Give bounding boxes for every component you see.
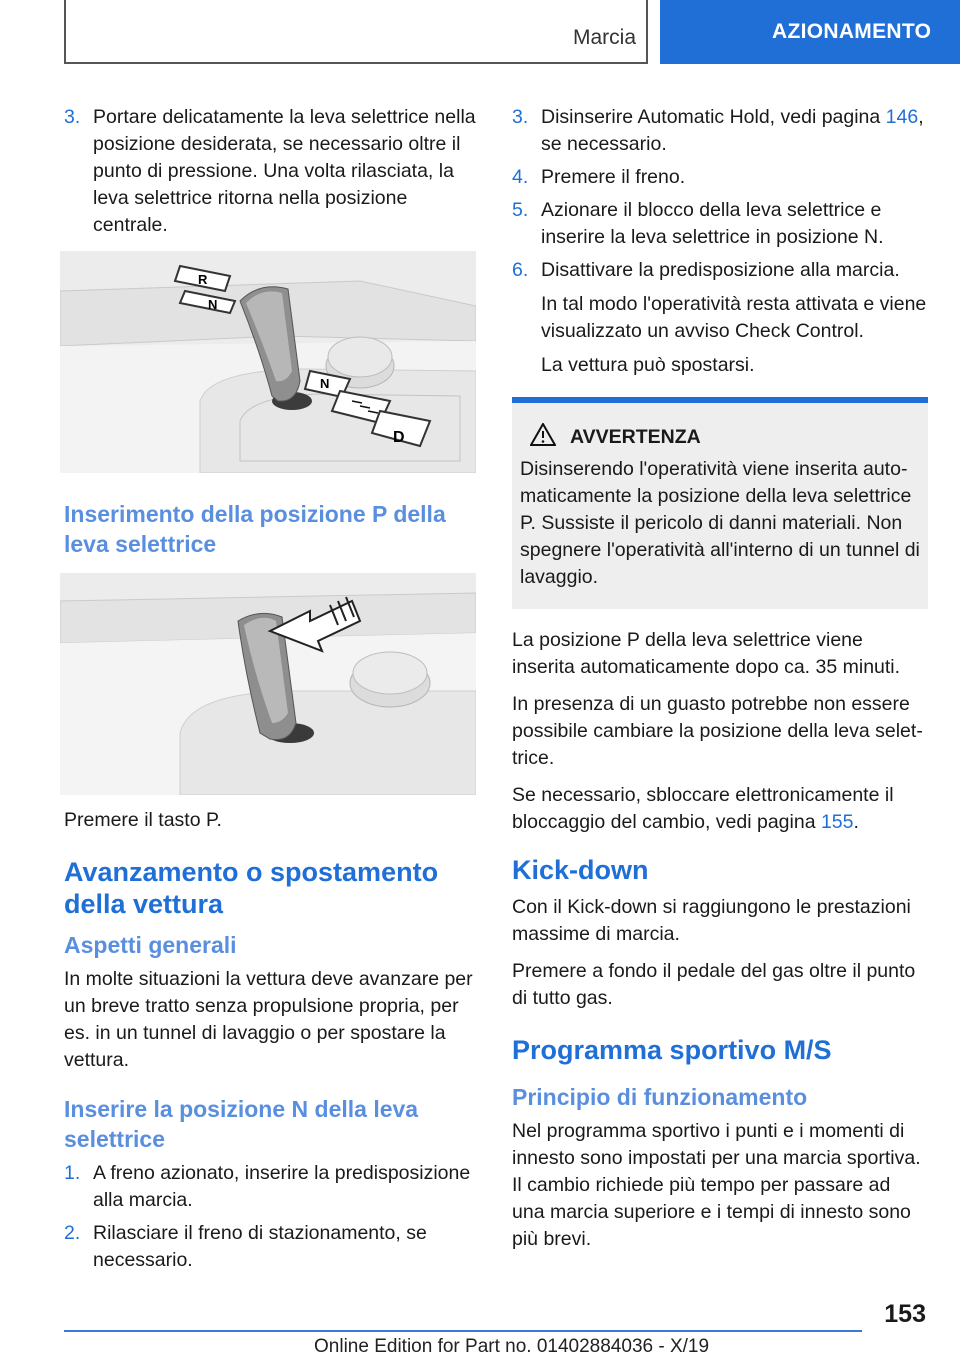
step-number: 5. [512,199,529,221]
step-text: Disinserire Automatic Hold, vedi pagina [541,106,886,128]
auto-p-text: La posizione P della leva selettrice viene inserita automaticamente dopo ca. 35 minuti. [512,629,901,678]
heading-insert-n: Inserire la posizione N della leva selettrice [64,1096,419,1152]
heading-kickdown: Kick-down [512,855,649,885]
step-text-after: , se necessario. [541,106,924,155]
heading-move-vehicle: Avanzamento o spostamento della vettura [64,857,439,919]
unlock-text [512,782,928,836]
warning-title-text: AVVERTENZA [570,426,701,448]
page-link-146[interactable]: 146 [885,106,919,128]
step-text: A freno azionato, inserire la predisposizione alla marcia. [93,1162,471,1211]
label-n-top: N [208,297,218,312]
step-text: Azionare il blocco della leva selettrice e inserire la leva selettrice in posizione N. [541,199,884,248]
step-number: 3. [512,106,529,128]
warning-title [520,423,920,452]
left-column [64,104,480,1280]
label-d: D [393,429,405,446]
press-p-text: Premere il tasto P. [64,809,222,831]
step-number: 1. [64,1162,81,1184]
heading-sport-program: Programma sportivo M/S [512,1035,832,1065]
list-item [64,1160,480,1214]
list-item [512,257,928,379]
step-subtext: In tal modo l'operatività resta attivata e viene visualizzato un avviso Check Control. [541,293,927,342]
step-text: Disattivare la predisposizione alla marcia. [541,259,900,281]
heading-general: Aspetti generali [64,932,237,958]
gear-lever-figure-shift [60,251,476,473]
label-n-bottom: N [320,376,330,391]
list-item [64,1220,480,1274]
page-number: 153 [884,1300,926,1328]
kickdown-text-2: Premere a fondo il pedale del gas oltre il punto di tutto gas. [512,960,916,1009]
page-link-155[interactable]: 155 [820,811,854,833]
warning-text: Disinserendo l'operatività viene inserita automaticamente la posizione della leva selettrice P. Sussiste il pericolo di danni materiali. Non spegnere l'operatività all'interno di un tunnel di lavaggio. [520,458,920,588]
header-box [64,0,648,64]
header-chapter-tab[interactable]: AZIONAMENTO [660,0,960,64]
unlock-text-after: . [853,811,859,833]
step-list-right [512,104,928,379]
step-text: Portare delicatamente la leva selettrice nella posizione desiderata, se necessario oltre il punto di pressione. Una volta rilasciata, la leva selettrice ritorna nella posizione centrale. [93,106,476,236]
list-item [64,104,480,239]
heading-insert-p: Inserimento della posizione P della leva selettrice [64,501,446,557]
list-item [512,197,928,251]
list-item [512,164,928,191]
right-column [512,104,928,1263]
step-number: 3. [64,106,81,128]
step-number: 6. [512,259,529,281]
heading-principle: Principio di funzionamento [512,1084,808,1110]
label-r: R [198,272,208,287]
footer-divider [64,1330,862,1332]
step-list-continued [64,104,480,239]
general-text: In molte situazioni la vettura deve avanzare per un breve tratto senza propulsione propria, per es. in un tunnel di lavaggio o per spostare la vettura. [64,968,473,1071]
unlock-text-main: Se necessario, sbloccare elettronicamente il bloccaggio del cambio, vedi pagina [512,784,894,833]
list-item [512,104,928,158]
step-number: 2. [64,1222,81,1244]
warning-box [512,397,928,609]
step-text: Premere il freno. [541,166,686,188]
step-list-n [64,1160,480,1274]
fault-text: In presenza di un guasto potrebbe non essere possibile cambiare la posizione della leva selettrice. [512,693,923,769]
warning-triangle-icon [530,423,556,452]
kickdown-text-1: Con il Kick-down si raggiungono le prestazioni massime di marcia. [512,896,911,945]
principle-text: Nel programma sportivo i punti e i momenti di innesto sono impostati per una marcia sportiva. Il cambio richiede più tempo per passare ad una marcia superiore e i tempi di innesto sono più brevi. [512,1120,921,1250]
step-number: 4. [512,166,529,188]
header-section-title: Marcia [572,26,636,49]
gear-lever-figure-p-button [60,573,476,795]
step-text: Rilasciare il freno di stazionamento, se necessario. [93,1222,427,1271]
step-subtext: La vettura può spostarsi. [541,354,755,376]
footer-edition: Online Edition for Part no. 01402884036 - X/19 [314,1336,710,1357]
